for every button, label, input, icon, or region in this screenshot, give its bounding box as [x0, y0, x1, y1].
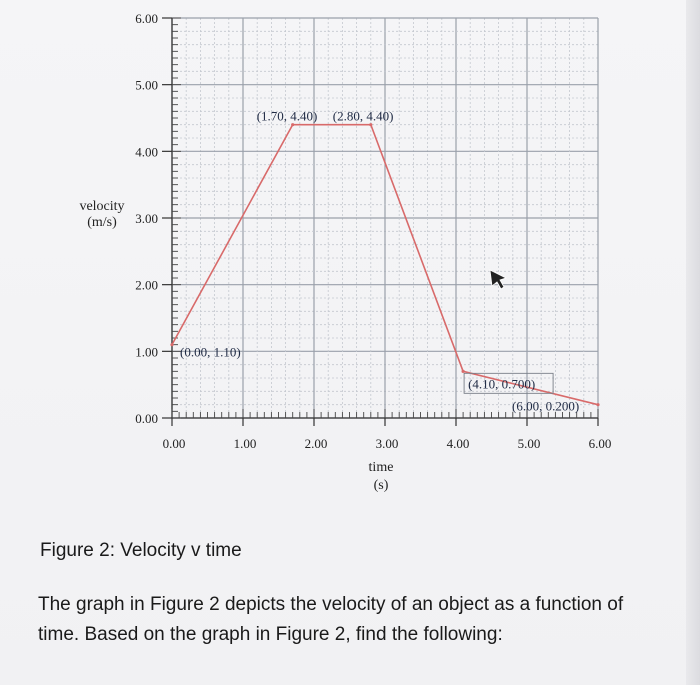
x-tick-label: 1.00	[233, 436, 257, 451]
x-axis-unit: (s)	[373, 478, 389, 493]
y-tick-label: 6.00	[135, 11, 158, 26]
y-tick-label: 5.00	[135, 77, 158, 93]
figure-description: The graph in Figure 2 depicts the velocity of an object as a function of time. Based on the graph in Figure 2, find the following:	[38, 594, 624, 645]
data-point	[170, 343, 173, 346]
x-tick-label: 6.00	[588, 436, 612, 451]
y-tick-label: 3.00	[135, 211, 158, 226]
x-tick-label: 5.00	[517, 436, 541, 451]
figure-caption: Figure 2: Velocity v time	[40, 540, 242, 561]
y-tick-label: 4.00	[135, 144, 158, 160]
data-point	[596, 403, 599, 406]
chart-annotations	[180, 109, 579, 414]
mouse-cursor-icon	[490, 270, 506, 289]
point-annotation: (4.10, 0.700)	[468, 376, 536, 392]
y-tick-label: 2.00	[135, 277, 158, 293]
x-tick-label: 2.00	[304, 436, 328, 451]
point-annotation: (0.00, 1.10)	[180, 344, 241, 360]
x-tick-label: 4.00	[446, 436, 470, 451]
point-annotation: (2.80, 4.40)	[332, 108, 394, 124]
x-tick-label: 3.00	[375, 436, 399, 451]
y-tick-label: 1.00	[135, 344, 158, 360]
y-tick-label: 0.00	[135, 411, 158, 426]
x-tick-label: 0.00	[162, 436, 186, 451]
y-axis-unit: (m/s)	[87, 215, 117, 230]
x-axis-label: time	[368, 460, 394, 475]
point-annotation: (6.00, 0.200)	[512, 398, 580, 414]
point-annotation: (1.70, 4.40)	[256, 108, 318, 124]
data-point	[462, 370, 465, 373]
y-axis-label: velocity	[79, 199, 125, 214]
